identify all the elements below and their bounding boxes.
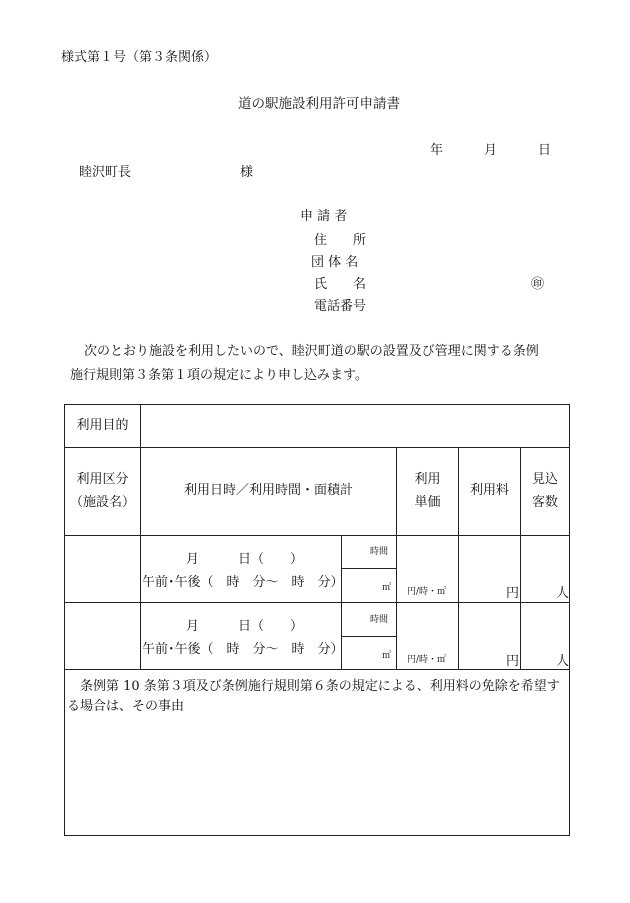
unit-price-header (397, 448, 458, 535)
fee-header: 利用料 (469, 483, 509, 499)
body-text-line2: 施行規則第３条第１項の規定により申し込みます。 (70, 368, 368, 383)
datetime-header: 利用日時／利用時間・面積計 (183, 483, 353, 499)
guests-header-line2: 客数 (531, 494, 558, 510)
applicant-group-label: 団 体 名 (311, 255, 359, 270)
fee-unit: 円 (506, 654, 520, 669)
addressee: 睦沢町長 (79, 165, 132, 180)
honorific: 様 (240, 165, 254, 180)
guests-header (521, 448, 569, 535)
unit-price-header-line1: 利用 (414, 471, 441, 487)
area-unit: ㎡ (382, 651, 392, 661)
purpose-label: 利用目的 (76, 417, 129, 433)
guest-unit: 人 (556, 586, 570, 601)
exemption-text-line2: る場合は、その事由 (67, 699, 185, 714)
time-line: 午前･午後（ 時 分～ 時 分） (142, 642, 344, 657)
date-year: 年 (430, 143, 444, 158)
hours-unit: 時間 (370, 547, 389, 557)
exemption-reason-input[interactable] (66, 718, 568, 833)
unit-price-unit: 円/時・㎡ (407, 655, 447, 665)
document-title: 道の駅施設利用許可申請書 (238, 96, 400, 112)
form-number: 様式第１号（第３条関係） (61, 50, 218, 65)
purpose-input[interactable] (141, 405, 569, 447)
applicant-name-label: 氏 名 (314, 277, 367, 292)
date-day: 日 (538, 143, 552, 158)
time-line: 午前･午後（ 時 分～ 時 分） (142, 575, 344, 590)
date-line: 月 日（ ） (186, 552, 304, 567)
date-line: 月 日（ ） (186, 619, 304, 634)
applicant-heading: 申 請 者 (300, 209, 348, 224)
unit-price-header-line2: 単価 (414, 494, 441, 510)
applicant-address-label: 住 所 (314, 233, 367, 248)
guest-unit: 人 (556, 654, 570, 669)
unit-price-unit: 円/時・㎡ (407, 587, 447, 597)
body-text-line1: 次のとおり施設を利用したいので、睦沢町道の駅の設置及び管理に関する条例 (84, 344, 539, 359)
guests-header-line1: 見込 (531, 471, 558, 487)
applicant-phone-label: 電話番号 (314, 299, 367, 314)
date-month: 月 (484, 143, 498, 158)
seal-mark: ㊞ (531, 277, 545, 292)
division-header-line1: 利用区分 (76, 471, 129, 487)
hours-unit: 時間 (370, 615, 389, 625)
fee-unit: 円 (506, 586, 520, 601)
exemption-text-line1: 条例第 10 条第３項及び条例施行規則第６条の規定による、利用料の免除を希望す (67, 679, 560, 694)
area-unit: ㎡ (382, 583, 392, 593)
division-header-line2: （施設名） (69, 494, 135, 510)
division-header (64, 448, 141, 535)
division-input[interactable] (65, 603, 140, 669)
division-input[interactable] (65, 536, 140, 602)
